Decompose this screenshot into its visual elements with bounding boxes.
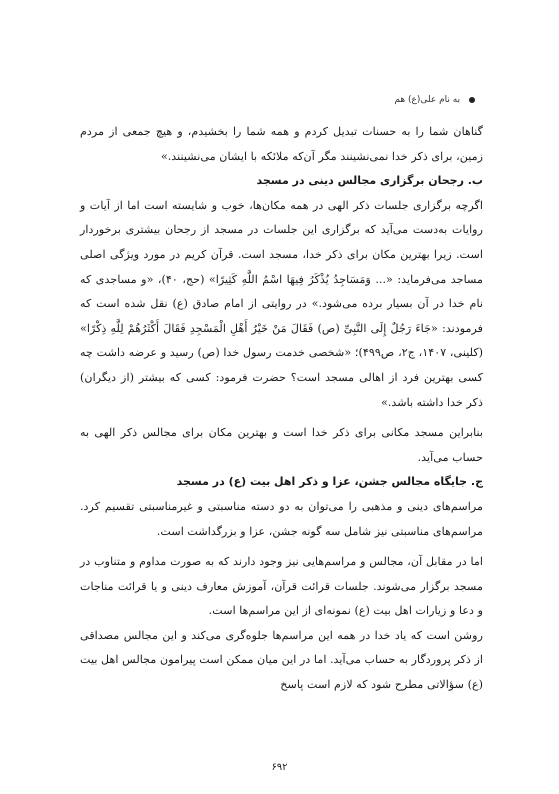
- section-heading-b: ب. رجحان برگزاری مجالس دینی در مسجد: [256, 174, 483, 188]
- paragraph-3: بنابراین مسجد مکانی برای ذکر خدا است و بهترین مکان برای مجالس ذکر الهی به حساب می‌آید.: [80, 426, 483, 464]
- section-heading-c: ج. جایگاه مجالس جشن، عزا و ذکر اهل بیت (ع) در مسجد: [176, 475, 483, 489]
- paragraph-5: اما در مقابل آن، مجالس و مراسم‌هایی نیز وجود دارند که به صورت مداوم و متناوب در مسجد برگزار می‌شوند. جلسات قرائت قرآن، آموزش معارف دینی و یا قرائت مناجات و دعا و زیارات اهل بیت (ع) نمونه‌ای از این مراسم‌ها است.: [80, 555, 483, 618]
- paragraph-4: مراسم‌های دینی و مذهبی را می‌توان به دو دسته مناسبتی و غیرمناسبتی تقسیم کرد. مراسم‌های مناسبتی نیز شامل سه گونه جشن، عزا و بزرگداشت است.: [80, 499, 483, 538]
- running-title: به نام علی(ع) هم: [394, 95, 461, 105]
- running-header: [315, 95, 475, 105]
- body-text: [80, 120, 483, 698]
- paragraph-1: گناهان شما را به حسنات تبدیل کردم و همه شما را بخشیدم، و هیچ جمعی از مردم زمین، برای ذکر خدا نمی‌نشینند مگر آن‌که ملائکه با ایشان می‌نشینند.»: [80, 125, 483, 163]
- paragraph-2: اگرچه برگزاری جلسات ذکر الهی در همه مکان‌ها، خوب و شایسته است اما از آیات و روایات به‌دست می‌آید که برگزاری این جلسات در مسجد از رجحان بیشتری برخوردار است. زیرا بهترین مکان برای ذکر خدا، مسجد است. قرآن کریم در مورد ویژگی اصلی مساجد می‌فرماید: «... وَمَسَاجِدُ یُذْکَرُ فِیهَا اسْمُ اللَّهِ کَثِیرًا» (حج، ۴۰)، «و مساجدی که نام خدا در آن بسیار برده می‌شود.» در روایتی از امام صادق (ع) نقل شده است که فرمودند: «جَاءَ رَجُلٌ إِلَى النَّبِیِّ (ص) فَقَالَ مَنْ خَیْرُ أَهْلِ الْمَسْجِدِ فَقَالَ أَکْثَرُهُمْ لِلَّهِ ذِکْرًا» (کلینی، ۱۴۰۷، ج۲، ص۴۹۹)؛ «شخصی خدمت رسول خدا (ص) رسید و عرضه داشت چه کسی بهترین فرد از اهالی مسجد است؟ حضرت فرمود: کسی که بیشتر (از دیگران) ذکر خدا داشته باشد.»: [80, 198, 484, 409]
- page-number: ۶۹۲: [271, 762, 288, 773]
- bullet-ornament-icon: [469, 97, 475, 103]
- paragraph-6: روشن است که یاد خدا در همه این مراسم‌ها جلوه‌گری می‌کند و این مجالس مصداقی از ذکر پروردگار به حساب می‌آید. اما در این میان ممکن است پیرامون مجالس اهل بیت (ع) سؤالاتی مطرح شود که لازم است پاسخ: [80, 628, 483, 692]
